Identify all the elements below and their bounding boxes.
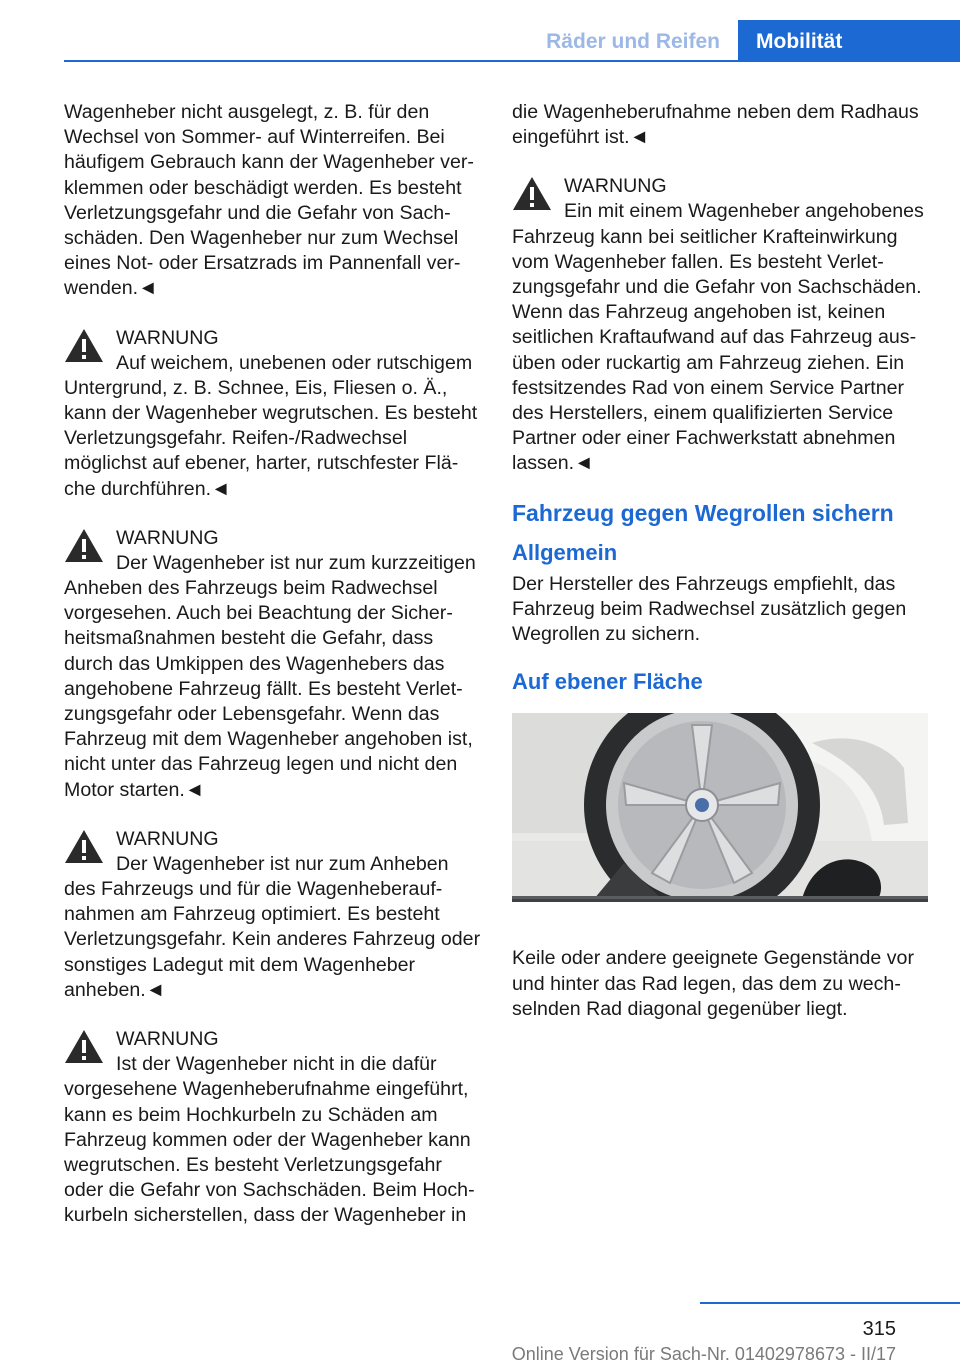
page-number: 315: [862, 1318, 896, 1340]
online-version-note: Online Version für Sach-Nr. 01402978673 - II/17: [511, 1344, 896, 1364]
subsection-heading-general: Allgemein: [512, 539, 618, 565]
warning-block-4: [64, 1027, 482, 1228]
wheel-image: [512, 713, 928, 899]
general-paragraph: Der Hersteller des Fahrzeugs empfiehlt, das Fahrzeug beim Radwechsel zusätzlich gegen Wegrollen zu sichern.: [512, 572, 907, 646]
warning-first-line: Ist der Wagenheber nicht in die dafür: [116, 1053, 437, 1076]
warning-first-line: Ein mit einem Wagenheber angehobenes: [564, 200, 924, 223]
left-column: [64, 100, 482, 1253]
warning-triangle-icon: [64, 829, 104, 864]
figure-rule: [512, 899, 928, 902]
warning-text: [64, 1052, 482, 1228]
warning-triangle-icon: [64, 328, 104, 363]
flat-paragraph: Keile oder andere geeignete Gegenstände vor und hinter das Rad legen, das dem zu wechselnden Rad diagonal gegenüber liegt.: [512, 947, 914, 1020]
warning-rest: Anheben des Fahrzeugs beim Radwechsel vorgesehen. Auch bei Beachtung der Sicherheitsmaßnahmen besteht die Gefahr, dass durch das Umkippen des Wagenhebers das angehobene Fahrzeug fällt. Es besteht Verletzungsgefahr oder Lebensgefahr. Wenn das Fahrzeug mit dem Wagenheber angehoben ist, nicht unter das Fahrzeug legen und nicht den Motor starten.◄: [64, 577, 473, 801]
continuation-paragraph: die Wagenheberufnahme neben dem Radhaus eingeführt ist.◄: [512, 101, 919, 149]
warning-first-line: Auf weichem, unebenen oder rutschigem: [116, 351, 473, 374]
warning-title: WARNUNG: [116, 1028, 219, 1051]
header-chapter-tab[interactable]: Mobilität: [738, 20, 960, 62]
warning-text: [512, 199, 930, 476]
warning-triangle-icon: [512, 176, 552, 211]
warning-title: WARNUNG: [116, 827, 219, 850]
subsection-heading-flat: Auf ebener Fläche: [512, 669, 703, 695]
warning-rest: Untergrund, z. B. Schnee, Eis, Fliesen o. Ä., kann der Wagenheber wegrutschen. Es besteht Verletzungsgefahr. Reifen-/Radwechsel möglichst auf ebener, harter, rutschfester Fläche durchführen.◄: [64, 376, 478, 500]
warning-title: WARNUNG: [116, 526, 219, 549]
header-divider: [64, 60, 960, 62]
warning-triangle-icon: [64, 1029, 104, 1064]
footer-divider: [700, 1302, 960, 1304]
warning-title: WARNUNG: [564, 175, 667, 198]
warning-block-2: [64, 526, 482, 803]
right-column: [512, 100, 930, 1022]
warning-text: [64, 852, 482, 1003]
warning-first-line: Der Wagenheber ist nur zum kurzzeitigen: [116, 551, 476, 574]
intro-paragraph: Wagenheber nicht ausgelegt, z. B. für den Wechsel von Sommer- auf Winterreifen. Bei häufigem Gebrauch kann der Wagenheber verklemmen oder beschädigt werden. Es besteht Verletzungsgefahr und die Gefahr von Sachschäden. Den Wagenheber nur zum Wechsel eines Not- oder Ersatzrads im Pannenfall verwenden.◄: [64, 101, 474, 300]
warning-text: [64, 551, 482, 803]
section-heading: Fahrzeug gegen Wegrollen sichern: [512, 499, 894, 526]
warning-first-line: Der Wagenheber ist nur zum Anheben: [116, 852, 449, 875]
page-footer: [0, 1300, 960, 1362]
warning-rest: des Fahrzeugs und für die Wagenheberaufnahmen am Fahrzeug optimiert. Es besteht Verletzungsgefahr. Kein anderes Fahrzeug oder sonstiges Ladegut mit dem Wagenheber anheben.◄: [64, 878, 481, 1001]
warning-triangle-icon: [64, 528, 104, 563]
warning-rest: Fahrzeug kann bei seitlicher Krafteinwirkung vom Wagenheber fallen. Es besteht Verletzungsgefahr und die Gefahr von Sachschäden. Wenn das Fahrzeug angehoben ist, keinen seitlichen Kraftaufwand auf das Fahrzeug ausüben oder ruckartig am Fahrzeug ziehen. Ein festsitzendes Rad von einem Service Partner des Herstellers, einem qualifizierten Service Partner oder einer Fachwerkstatt abnehmen lassen.◄: [512, 225, 922, 475]
wheel-chock-illustration: [512, 713, 928, 899]
page-header: [0, 0, 960, 62]
warning-block-5: [512, 174, 930, 476]
header-section-title[interactable]: Räder und Reifen: [546, 30, 720, 53]
warning-title: WARNUNG: [116, 326, 219, 349]
warning-rest: vorgesehene Wagenheberufnahme eingeführt, kann es beim Hochkurbeln zu Schäden am Fahrzeug kommen oder der Wagenheber kann wegrutschen. Es besteht Verletzungsgefahr oder die Gefahr von Sachschäden. Beim Hochkurbeln sicherstellen, dass der Wagenheber in: [64, 1078, 475, 1227]
warning-block-3: [64, 827, 482, 1003]
warning-text: [64, 351, 482, 502]
warning-block-1: [64, 326, 482, 502]
